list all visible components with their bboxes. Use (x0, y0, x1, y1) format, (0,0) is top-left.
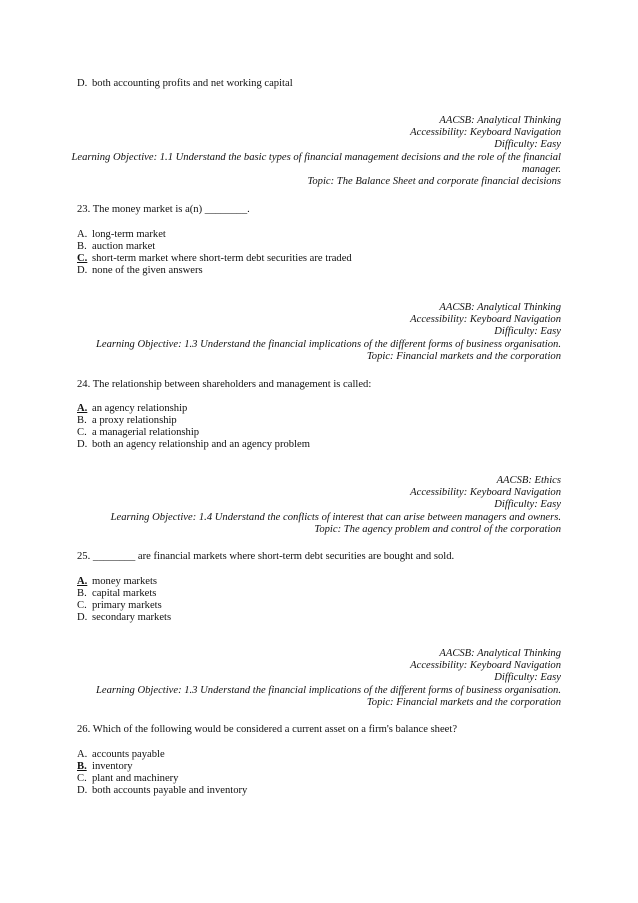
option-text: short-term market where short-term debt securities are traded (92, 253, 352, 264)
option-text: an agency relationship (92, 403, 188, 414)
learning-objective: Learning Objective: 1.4 Understand the conflicts of interest that can arise between managers and owners. (110, 511, 561, 523)
option-text: long-term market (92, 229, 166, 240)
answer-option (77, 427, 199, 439)
difficulty-tag: Difficulty: Easy (494, 326, 561, 338)
question-stem: 26. Which of the following would be considered a current asset on a firm's balance sheet? (77, 724, 458, 735)
option-text: a managerial relationship (92, 427, 200, 438)
option-letter: A. (77, 403, 88, 414)
topic-tag: Topic: Financial markets and the corporation (366, 696, 561, 708)
option-letter: B. (77, 761, 87, 772)
question-stem: 23. The money market is a(n) ________. (77, 204, 250, 215)
topic-tag: Topic: Financial markets and the corporation (366, 350, 561, 362)
option-letter: A. (77, 576, 88, 587)
option-letter: A. (77, 229, 88, 240)
option-text: auction market (92, 241, 156, 252)
option-text: both accounts payable and inventory (92, 785, 248, 796)
correct-answer-option (77, 253, 352, 265)
question-stem: 25. ________ are financial markets where short-term debt securities are bought and sold. (77, 551, 455, 562)
option-letter: C. (77, 253, 88, 264)
answer-option (77, 78, 293, 90)
answer-option (77, 229, 166, 241)
option-text: both accounting profits and net working capital (92, 78, 293, 89)
option-text: none of the given answers (92, 265, 203, 276)
option-letter: C. (77, 773, 87, 784)
answer-option (77, 265, 203, 277)
correct-answer-option (77, 761, 133, 773)
option-letter: D. (77, 78, 88, 89)
correct-answer-option (77, 403, 187, 415)
correct-answer-option (77, 576, 157, 588)
question-metadata (60, 115, 561, 188)
option-letter: C. (77, 600, 87, 611)
option-text: capital markets (92, 588, 157, 599)
topic-tag: Topic: The agency problem and control of the corporation (314, 523, 561, 535)
answer-option (77, 749, 165, 761)
difficulty-tag: Difficulty: Easy (494, 499, 561, 511)
aacsb-tag: AACSB: Analytical Thinking (439, 115, 561, 126)
option-letter: B. (77, 241, 87, 252)
accessibility-tag: Accessibility: Keyboard Navigation (410, 487, 561, 499)
answer-option (77, 612, 171, 624)
answer-option (77, 241, 155, 253)
question-stem: 24. The relationship between shareholders and management is called: (77, 379, 372, 390)
answer-option (77, 600, 162, 612)
accessibility-tag: Accessibility: Keyboard Navigation (410, 314, 561, 326)
aacsb-tag: AACSB: Ethics (496, 475, 561, 486)
option-letter: D. (77, 785, 88, 796)
question-metadata (60, 648, 561, 709)
option-text: secondary markets (92, 612, 172, 623)
accessibility-tag: Accessibility: Keyboard Navigation (410, 660, 561, 672)
option-text: primary markets (92, 600, 162, 611)
learning-objective: Learning Objective: 1.3 Understand the financial implications of the different forms of business organisation. (95, 338, 561, 350)
option-text: a proxy relationship (92, 415, 177, 426)
option-letter: D. (77, 265, 88, 276)
option-letter: B. (77, 588, 87, 599)
option-letter: D. (77, 612, 88, 623)
question-metadata (60, 475, 561, 536)
difficulty-tag: Difficulty: Easy (494, 139, 561, 151)
option-text: money markets (92, 576, 158, 587)
option-letter: A. (77, 749, 88, 760)
option-letter: D. (77, 439, 88, 450)
learning-objective: Learning Objective: 1.3 Understand the financial implications of the different forms of business organisation. (95, 684, 561, 696)
question-metadata (60, 302, 561, 363)
option-letter: B. (77, 415, 87, 426)
answer-option (77, 785, 247, 797)
option-text: inventory (92, 761, 133, 772)
aacsb-tag: AACSB: Analytical Thinking (439, 302, 561, 313)
answer-option (77, 588, 156, 600)
answer-option (77, 773, 178, 785)
option-text: accounts payable (92, 749, 165, 760)
aacsb-tag: AACSB: Analytical Thinking (439, 648, 561, 659)
answer-option (77, 439, 310, 451)
accessibility-tag: Accessibility: Keyboard Navigation (410, 127, 561, 139)
answer-option (77, 415, 177, 427)
option-text: plant and machinery (92, 773, 179, 784)
topic-tag: Topic: The Balance Sheet and corporate financial decisions (307, 176, 561, 188)
option-text: both an agency relationship and an agency problem (92, 439, 310, 450)
option-letter: C. (77, 427, 87, 438)
learning-objective: Learning Objective: 1.1 Understand the basic types of financial management decisions and the role of the financial manager. (71, 151, 561, 175)
difficulty-tag: Difficulty: Easy (494, 672, 561, 684)
